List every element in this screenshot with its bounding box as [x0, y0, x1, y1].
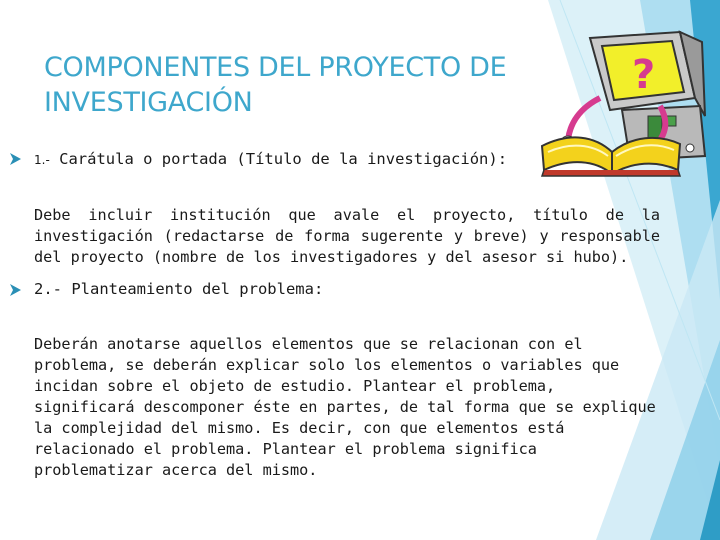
svg-text:?: ?: [632, 52, 656, 98]
arrow-bullet-icon: [10, 284, 21, 296]
list-item-2-heading: 2.- Planteamiento del problema:: [34, 280, 324, 298]
arrow-bullet-icon: [10, 153, 21, 165]
item-2-description: Deberán anotarse aquellos elementos que se relacionan con el problema, se deberán explicar solo los elementos o variables que incidan sobre el objeto de estudio. Plantear el problema, significará descomponer éste en partes, de tal forma que se explique la complejidad del mismo. Es decir, con que elementos está relacionado el problema. Plantear el problema significa problematizar acerca del mismo.: [34, 335, 656, 479]
title-line-1: COMPONENTES DEL PROYECTO DE: [44, 52, 507, 83]
title-line-2: INVESTIGACIÓN: [44, 87, 253, 118]
item-1-number: 1.-: [34, 153, 50, 167]
slide-title: [44, 50, 544, 120]
item-1-description: Debe incluir institución que avale el proyecto, título de la investigación (redactarse de forma sugerente y breve) y responsable del proyecto (nombre de los investigadores y del asesor si hubo).: [34, 206, 660, 266]
list-item-1-heading: [34, 150, 507, 168]
item-1-text: Carátula o portada (Título de la investigación):: [59, 150, 508, 168]
computer-reading-book-clipart: [540, 28, 710, 178]
